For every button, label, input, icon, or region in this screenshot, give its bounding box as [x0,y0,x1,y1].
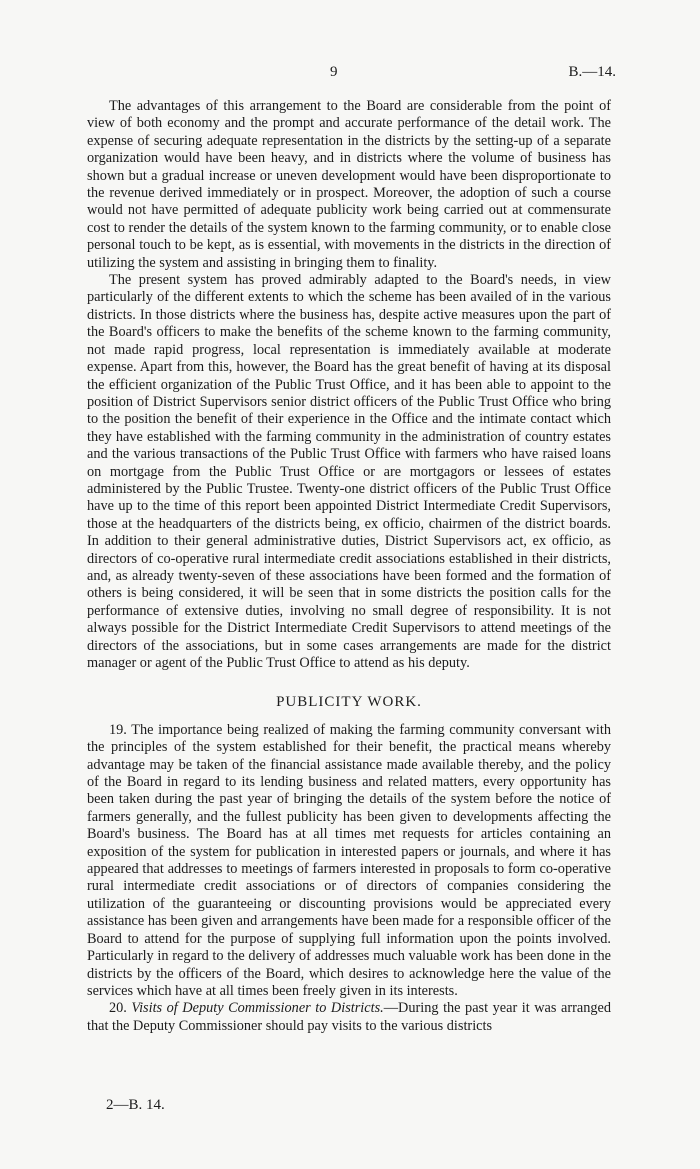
paragraph-number: 20. [109,1000,127,1017]
paragraph: 19. The importance being realized of making the farming community conversant with the principles of the system established for their benefit, the practical means whereby advantage may be taken of the financial assistance made available thereby, and the policy of the Board in regard to its lending business and related matters, every opportunity has been taken during the past year of bringing the details of the system before the notice of farmers generally, and the fullest publicity has been given to developments affecting the Board's business. The Board has at all times met requests for articles containing an exposition of the system for publication in interested papers or journals, and where it has appeared that addresses to meetings of farmers interested in proposals to form co-operative rural intermediate credit associations or of directors of companies considering the utilization of the guaranteeing or discounting provisions would be appreciated every assistance has been given and arrangements have been made for a responsible officer of the Board to attend for the purpose of supplying full information upon the points involved. Particularly in regard to the delivery of addresses much valuable work has been done in the districts by the officers of the Board, which desires to acknowledge here the value of the services which have at all times been freely given in its interests. [87,721,611,999]
body-text [87,98,611,1035]
paragraph-20 [87,1000,611,1035]
paragraph-text: —During the past year it was arranged that the Deputy Commissioner should pay visits to the various districts [87,1000,611,1034]
paragraph-title: Visits of Deputy Commissioner to Districts. [131,1000,384,1017]
paragraph: The advantages of this arrangement to the Board are considerable from the point of view of both economy and the prompt and accurate performance of the detail work. The expense of securing adequate representation in the districts by the setting-up of a separate organization would have been heavy, and in districts where the volume of business has shown but a gradual increase or uneven development would have been disproportionate to the revenue derived immediately or in prospect. Moreover, the adoption of such a course would not have permitted of adequate publicity work being carried out at commensurate cost to render the details of the system known to the farming community, or to enable close personal touch to be kept, as is essential, with movements in the districts in the direction of utilizing the system and assisting in bringing them to finality. [87,98,611,271]
footer-reference: 2—B. 14. [106,1097,165,1113]
section-heading: PUBLICITY WORK. [276,694,422,711]
document-reference: B.—14. [568,64,616,80]
paragraph: The present system has proved admirably adapted to the Board's needs, in view particularly of the different extents to which the scheme has been availed of in the various districts. In those districts where the business has, despite active measures upon the part of the Board's officers to make the benefits of the scheme known to the farming community, not made rapid progress, local representation is immediately available at moderate expense. Apart from this, however, the Board has the great benefit of having at its disposal the efficient organization of the Public Trust Office, and it has been able to appoint to the position of District Supervisors senior district officers of the Public Trust Office who bring to the position the benefit of their experience in the Office and the intimate contact which they have established with the farming community in the administration of country estates and the various transactions of the Public Trust Office with farmers who have raised loans on mortgage from the Public Trust Office or are mortgagors or lessees of estates administered by the Public Trustee. Twenty-one district officers of the Public Trust Office have up to the time of this report been appointed District Intermediate Credit Supervisors, those at the headquarters of the districts being, ex officio, chairmen of the district boards. In addition to their general administrative duties, District Supervisors act, ex officio, as directors of co-operative rural intermediate credit associations established in their districts, and, as already twenty-seven of these associations have been formed and the formation of others is being considered, it will be seen that in some districts the position calls for the performance of extensive duties, involving no small degree of responsibility. It is not always possible for the District Intermediate Credit Supervisors to attend meetings of the directors of the associations, but in some cases arrangements are made for the district manager or agent of the Public Trust Office to attend as his deputy. [87,272,611,671]
page-number: 9 [330,64,338,80]
